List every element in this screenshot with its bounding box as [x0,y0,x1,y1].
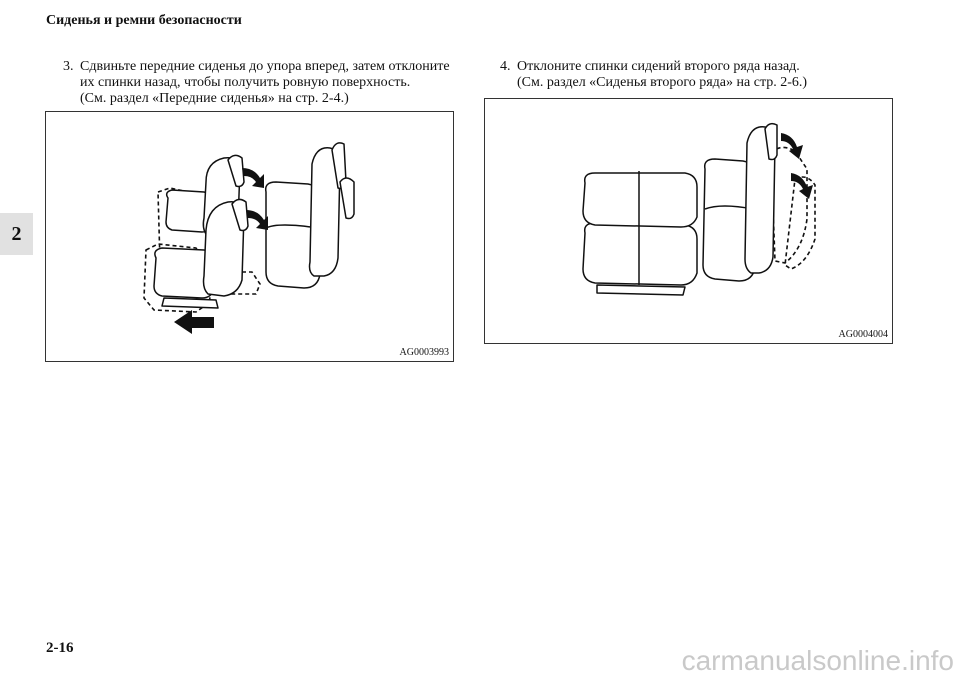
step-text-line: Сдвиньте передние сиденья до упора вперед, затем отклоните [80,59,450,74]
step-text-line: (См. раздел «Передние сиденья» на стр. 2-4.) [80,91,349,106]
second-row-seats-illustration [485,99,892,343]
figure-code: AG0003993 [399,347,449,358]
step-text-line: (См. раздел «Сиденья второго ряда» на стр. 2-6.) [517,75,808,90]
chapter-tab [0,213,33,255]
step-4 [500,59,807,91]
front-seats-illustration [46,112,453,361]
figure-second-row-seats [484,98,893,344]
step-number: 3. [63,59,74,74]
step-number: 4. [500,59,511,74]
chapter-tab-label: 2 [11,222,22,245]
watermark: carmanualsonline.info [681,645,954,676]
step-3 [63,59,450,107]
section-title: Сиденья и ремни безопасности [46,13,242,28]
step-text-line: Отклоните спинки сидений второго ряда назад. [517,59,800,74]
page-number: 2-16 [46,640,74,656]
figure-code: AG0004004 [838,329,888,340]
step-text-line: их спинки назад, чтобы получить ровную поверхность. [80,75,411,90]
figure-front-seats [45,111,454,362]
